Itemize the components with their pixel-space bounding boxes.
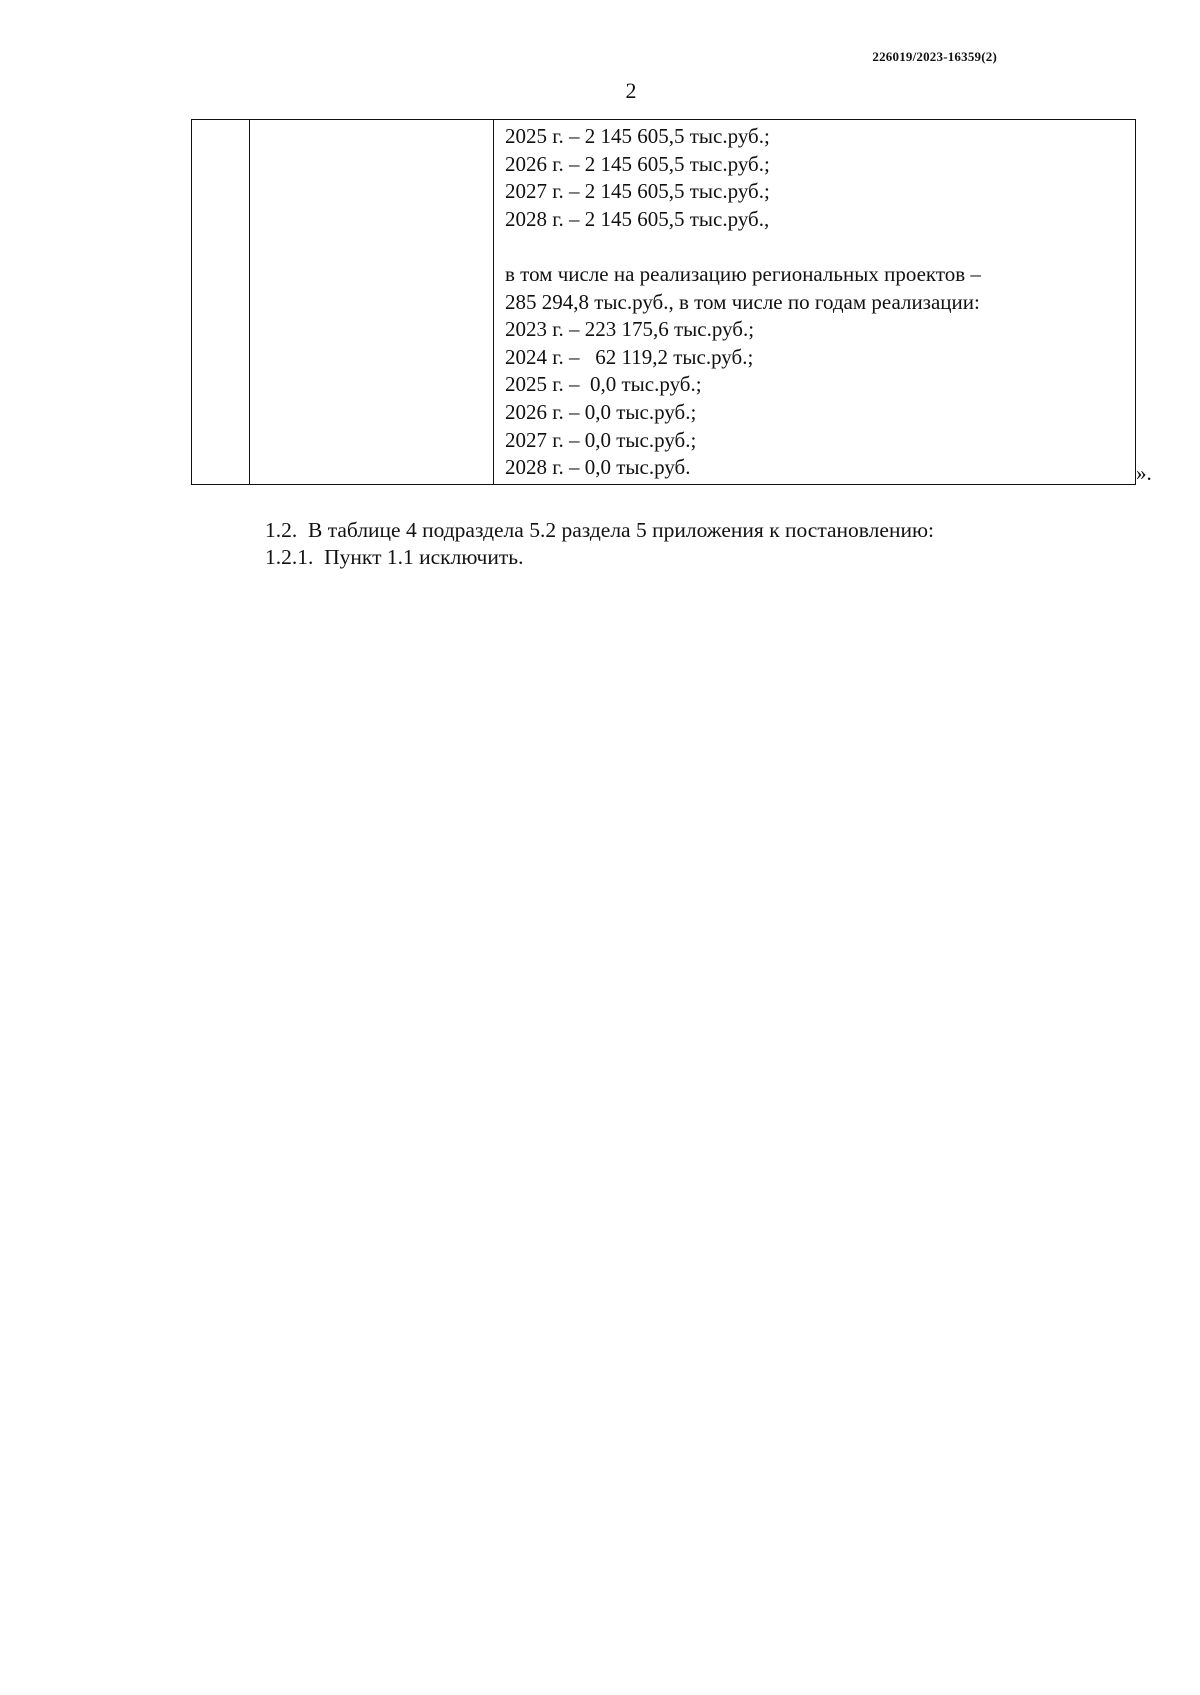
funding-line: 2025 г. – 2 145 605,5 тыс.руб.; [505,124,770,148]
paragraph-1-2-1: 1.2.1. Пункт 1.1 исключить. [265,545,524,569]
funding-line: 2024 г. – 62 119,2 тыс.руб.; [505,344,754,369]
funding-line: 2027 г. – 2 145 605,5 тыс.руб.; [505,179,770,204]
funding-line: 2026 г. – 0,0 тыс.руб.; [505,399,697,424]
line-gap [505,233,1135,261]
document-registration-number: 226019/2023-16359(2) [872,49,997,64]
paragraph-1-2: 1.2. В таблице 4 подраздела 5.2 раздела 5 приложения к постановлению: [265,518,934,542]
funding-line: 2023 г. – 223 175,6 тыс.руб.; [505,317,755,342]
regional-projects-line: в том числе на реализацию региональных проектов – [505,261,981,286]
regional-projects-line: 285 294,8 тыс.руб., в том числе по годам реализации: [505,289,980,314]
page-number: 2 [625,78,637,103]
funding-line: 2028 г. – 0,0 тыс.руб. [505,455,691,480]
closing-quote-mark: ». [1136,461,1152,485]
table-cell-funding-details [494,120,1136,485]
table-row [192,120,1136,485]
funding-table-fragment [191,119,1136,485]
funding-line: 2027 г. – 0,0 тыс.руб.; [505,427,697,452]
funding-line: 2026 г. – 2 145 605,5 тыс.руб.; [505,151,770,176]
table-cell-name [250,120,494,485]
funding-table [191,119,1136,485]
funding-line: 2028 г. – 2 145 605,5 тыс.руб., [505,206,770,231]
funding-line: 2025 г. – 0,0 тыс.руб.; [505,372,702,397]
table-cell-number [192,120,250,485]
